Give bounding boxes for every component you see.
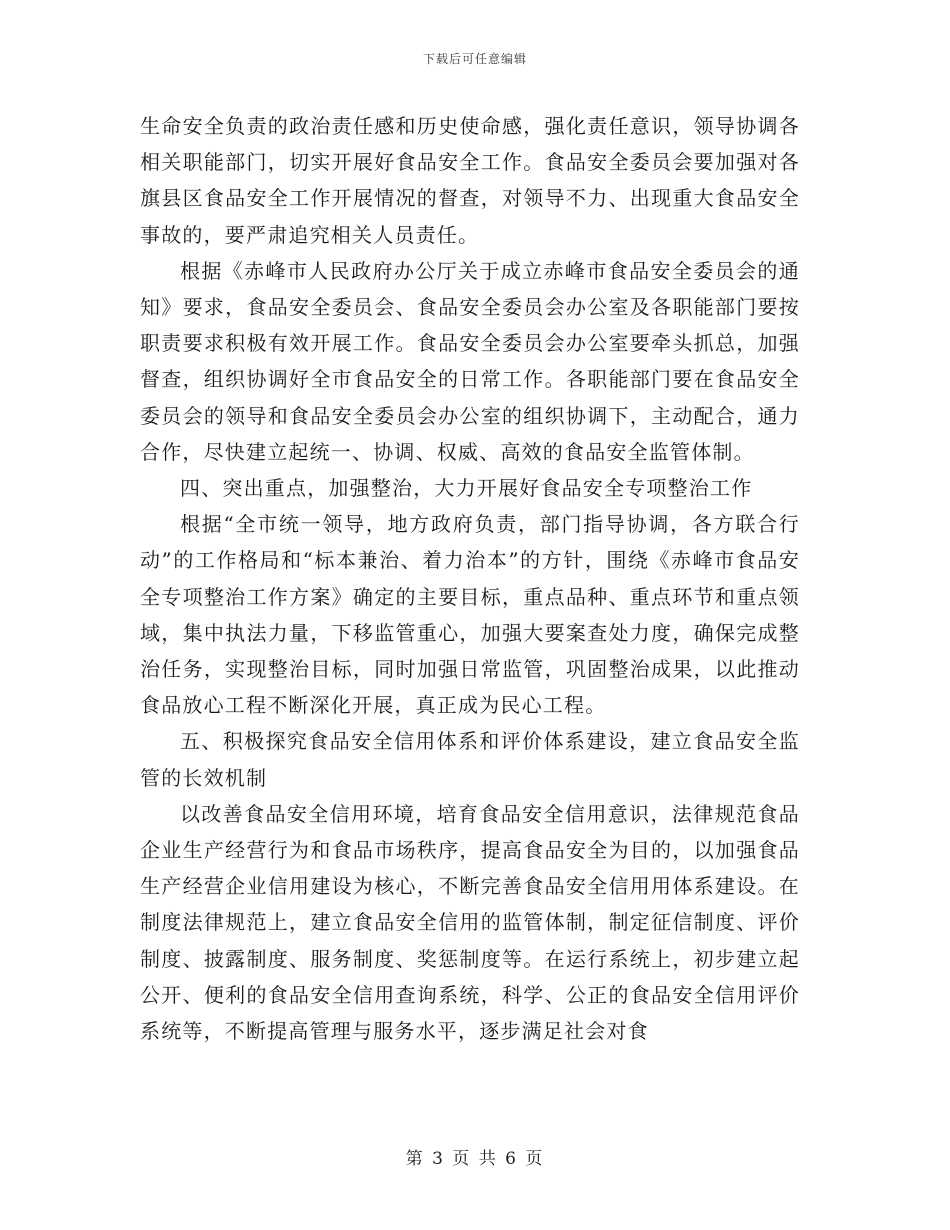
section-heading-5: 五、积极探究食品安全信用体系和评价体系建设，建立食品安全监管的长效机制	[140, 729, 800, 790]
page-header: 下载后可任意编辑	[422, 52, 527, 66]
paragraph-2: 根据《赤峰市人民政府办公厅关于成立赤峰市食品安全委员会的通知》要求，食品安全委员会、食品安全委员会办公室及各职能部门要按职责要求积极有效开展工作。食品安全委员会办公室要牵头抓总，加强督查，组织协调好全市食品安全的日常工作。各职能部门要在食品安全委员会的领导和食品安全委员会办公室的组织协调下，主动配合，通力合作，尽快建立起统一、协调、权威、高效的食品安全监管体制。	[140, 258, 800, 464]
section-heading-4: 四、突出重点，加强整治，大力开展好食品安全专项整治工作	[180, 476, 753, 501]
paragraph-4: 以改善食品安全信用环境，培育食品安全信用意识，法律规范食品企业生产经营行为和食品市场秩序，提高食品安全为目的，以加强食品生产经营企业信用建设为核心，不断完善食品安全信用用体系建设。在制度法律规范上，建立食品安全信用的监管体制，制定征信制度、评价制度、披露制度、服务制度、奖惩制度等。在运行系统上，初步建立起公开、便利的食品安全信用查询系统，科学、公正的食品安全信用评价系统等，不断提高管理与服务水平，逐步满足社会对食	[140, 801, 800, 1044]
paragraph-1: 生命安全负责的政治责任感和历史使命感，强化责任意识，领导协调各相关职能部门，切实开展好食品安全工作。食品安全委员会要加强对各旗县区食品安全工作开展情况的督查，对领导不力、出现重大食品安全事故的，要严肃追究相关人员责任。	[140, 114, 800, 247]
document-body	[140, 108, 800, 1049]
page-number-footer: 第 3 页 共 6 页	[405, 1149, 545, 1169]
paragraph-3: 根据“全市统一领导，地方政府负责，部门指导协调，各方联合行动”的工作格局和“标本兼治、着力治本”的方针，围绕《赤峰市食品安全专项整治工作方案》确定的主要目标，重点品种、重点环节和重点领域，集中执法力量，下移监管重心，加强大要案查处力度，确保完成整治任务，实现整治目标，同时加强日常监管，巩固整治成果，以此推动食品放心工程不断深化开展，真正成为民心工程。	[140, 512, 800, 718]
